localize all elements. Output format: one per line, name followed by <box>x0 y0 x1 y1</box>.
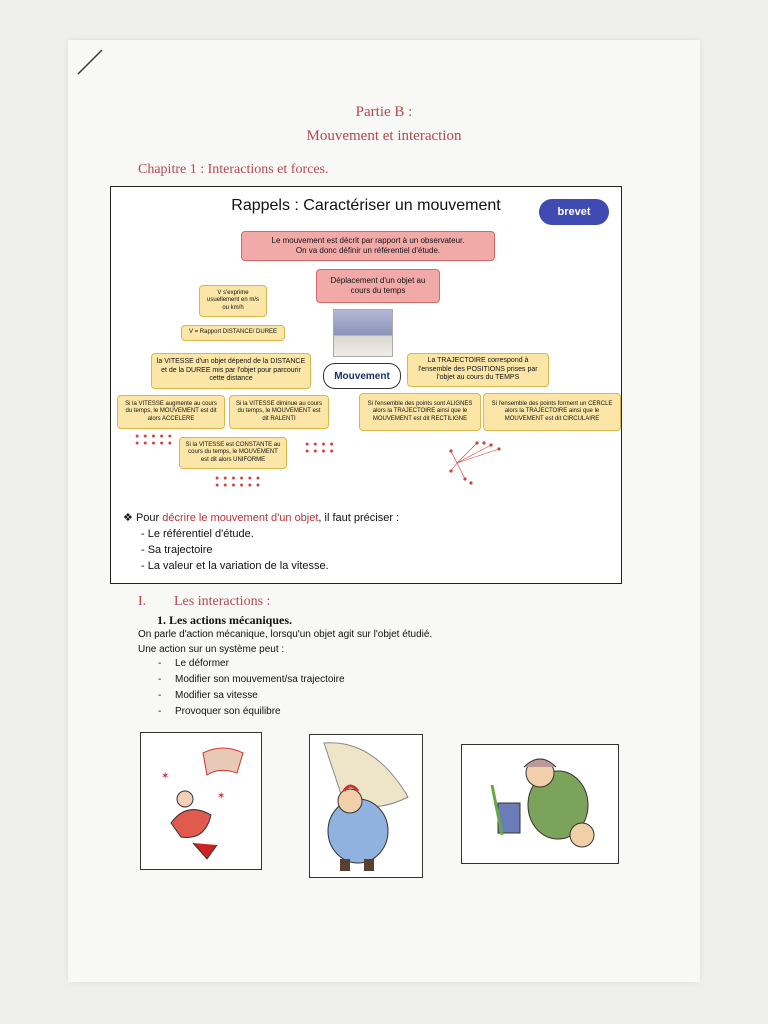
observer-box <box>241 231 495 261</box>
accel-dots-icon: ● ● ● ● ● ● ● ● ● ● <box>135 433 173 447</box>
svg-text:✶: ✶ <box>217 791 226 802</box>
rectiligne-box: Si l'ensemble des points sont ALIGNES alors la TRAJECTOIRE ainsi que le MOUVEMENT est dit RECTILIGNE <box>359 393 481 431</box>
subsection-title: 1. Les actions mécaniques. <box>157 613 292 627</box>
diamond-bullet-icon: ❖ <box>123 512 133 524</box>
part-subtitle: Mouvement et interaction <box>306 128 462 144</box>
list-item: - Le référentiel d'étude. <box>141 527 254 540</box>
unit-box: V s'exprime usuellement en m/s ou km/h <box>199 285 267 317</box>
list-item: - Modifier son mouvement/sa trajectoire <box>158 674 345 685</box>
section-intro <box>138 628 432 657</box>
list-item: - Provoquer son équilibre <box>158 706 281 717</box>
ralenti-dots-icon: ● ● ● ● ● ● ● ● <box>305 441 335 455</box>
deplacement-box: Déplacement d'un objet au cours du temps <box>316 269 440 303</box>
cartoon-image-obelix <box>309 734 423 878</box>
uniforme-box: Si la VITESSE est CONSTANTE au cours du temps, le MOUVEMENT est dit alors UNIFORME <box>179 437 287 469</box>
actions-list <box>158 656 345 720</box>
intro-line-1: On parle d'action mécanique, lorsqu'un objet agit sur l'objet étudié. <box>138 629 433 640</box>
list-item: - Le déformer <box>158 658 229 669</box>
formula-box: V = Rapport DISTANCE/ DUREE <box>181 325 285 341</box>
observer-line-2: On va donc définir un référentiel d'étude. <box>295 246 441 255</box>
chapter-title: Chapitre 1 : Interactions et forces. <box>138 162 329 177</box>
section-title <box>138 594 270 610</box>
observer-line-1: Le mouvement est décrit par rapport à un observateur. <box>271 236 465 245</box>
section-title-text: Les interactions : <box>174 594 271 609</box>
summary-intro: ❖ Pour décrire le mouvement d'un objet, il faut préciser : <box>123 512 400 524</box>
summary-highlight: décrire le mouvement d'un objet <box>162 512 319 524</box>
pen-stroke <box>76 48 106 76</box>
summary-list <box>123 527 399 575</box>
uniforme-dots-icon: ● ● ● ● ● ● ● ● ● ● ● ● <box>215 475 262 489</box>
list-item: - Modifier sa vitesse <box>158 690 258 701</box>
section-number: I. <box>138 594 147 609</box>
part-title: Partie B : <box>355 104 413 120</box>
cartoon-image-soldier <box>461 744 619 864</box>
cartoon-image-deformation <box>140 732 262 870</box>
trajectoire-box: La TRAJECTOIRE correspond à l'ensemble des POSITIONS prises par l'objet au cours du TEMPS <box>407 353 549 387</box>
mouvement-node: Mouvement <box>323 363 401 389</box>
ralenti-box: Si la VITESSE diminue au cours du temps, le MOUVEMENT est dit RALENTI <box>229 395 329 429</box>
list-item: - La valeur et la variation de la vitesse. <box>141 559 329 572</box>
svg-text:✶: ✶ <box>161 771 170 782</box>
intro-line-2: Une action sur un système peut : <box>138 643 285 655</box>
list-item: - Sa trajectoire <box>141 543 213 556</box>
recap-box <box>110 186 622 584</box>
accelere-box: Si la VITESSE augmente au cours du temps, le MOUVEMENT est dit alors ACCELERE <box>117 395 225 429</box>
recap-title: Rappels : Caractériser un mouvement <box>231 197 501 214</box>
brevet-badge: brevet <box>539 199 609 225</box>
motion-photo <box>333 309 393 357</box>
circulaire-box: Si l'ensemble des points forment un CERCLE alors la TRAJECTOIRE ainsi que le MOUVEMENT est dit CIRCULAIRE <box>483 393 621 431</box>
circular-trajectory-icon <box>447 439 507 485</box>
summary-block <box>123 511 399 575</box>
vitesse-box: la VITESSE d'un objet dépend de la DISTANCE et de la DUREE mis par l'objet pour parcourir cette distance <box>151 353 311 389</box>
